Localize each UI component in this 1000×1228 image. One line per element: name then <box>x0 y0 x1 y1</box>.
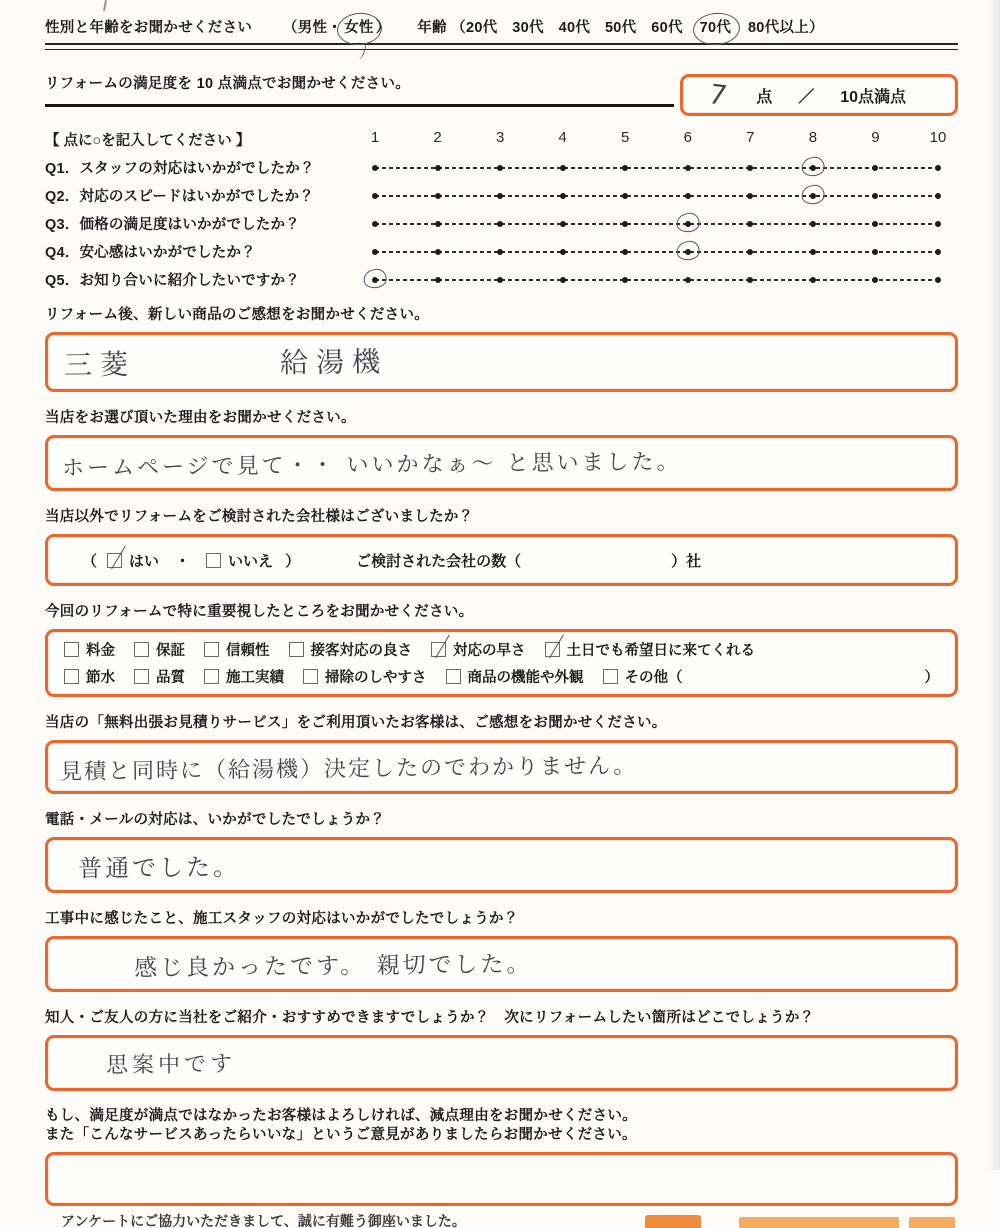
scale-question-label: Q3．価格の満足度はいかがでしたか？ <box>45 217 300 233</box>
age-selected-circle <box>698 16 734 40</box>
scale-dot-10[interactable] <box>935 277 941 283</box>
scale-dot-6[interactable] <box>685 193 691 199</box>
gender-prefix: （男性・ <box>282 20 343 36</box>
heading-line-1: もし、満足度が満点ではなかったお客様はよろしければ、減点理由をお聞かせください。 <box>45 1108 637 1124</box>
scale-dot-7[interactable] <box>747 221 753 227</box>
scale-dot-7[interactable] <box>747 249 753 255</box>
handwritten-circle-mark <box>675 211 701 234</box>
scale-dot-1[interactable] <box>372 165 378 171</box>
section-heading-estimate-service: 当店の「無料出張お見積りサービス」をご利用頂いたお客様は、ご感想をお聞かせください。 <box>45 715 667 731</box>
answer-box-deduction-reason[interactable] <box>45 1152 958 1206</box>
scale-dot-5[interactable] <box>622 193 628 199</box>
scale-track <box>375 158 938 178</box>
scan-edge-shadow <box>986 0 1000 1170</box>
scale-tick: 4 <box>558 129 567 146</box>
handwritten-circle-mark <box>800 183 826 206</box>
header-divider <box>45 43 958 50</box>
company-count-suffix: ）社 <box>671 552 702 570</box>
scale-dot-9[interactable] <box>872 165 878 171</box>
priority-option-unchecked <box>289 639 413 660</box>
gender-selected-circle <box>342 16 376 40</box>
priority-checkbox[interactable] <box>64 669 79 684</box>
priority-label: 土日でも希望日に来てくれる <box>566 643 755 659</box>
scale-dot-7[interactable] <box>747 277 753 283</box>
priority-option-unchecked <box>303 666 427 687</box>
answer-box-reason[interactable] <box>45 435 958 491</box>
scale-dashed-line <box>375 251 938 253</box>
satisfaction-label-underline <box>45 72 674 107</box>
section-heading-phone-mail: 電話・メールの対応は、いかがでしたでしょうか？ <box>45 812 386 828</box>
scale-question-row <box>45 242 958 261</box>
scale-question-row <box>45 158 958 177</box>
scale-dot-9[interactable] <box>872 277 878 283</box>
scale-dot-2[interactable] <box>435 277 441 283</box>
handwritten-answer: 三菱 給湯機 <box>63 345 389 382</box>
scale-question-row <box>45 186 958 205</box>
satisfaction-score-box[interactable] <box>680 74 958 116</box>
scale-tick: 9 <box>871 129 880 146</box>
scale-dot-4[interactable] <box>560 277 566 283</box>
priority-checkbox[interactable] <box>446 669 461 684</box>
scale-dot-8[interactable] <box>810 221 816 227</box>
scale-dot-1[interactable] <box>372 221 378 227</box>
other-companies-options <box>48 550 701 571</box>
handwritten-answer: ホームページで見て・・ いいかなぁ〜 と思いました。 <box>61 449 682 481</box>
handwritten-answer: 思案中です <box>105 1051 237 1078</box>
scale-track <box>375 214 938 234</box>
age-suffix: 80代以上） <box>733 20 824 36</box>
scale-dashed-line <box>375 279 938 281</box>
age-prefix: （20代 30代 40代 50代 60代 <box>451 20 698 36</box>
section-heading-other-companies: 当店以外でリフォームをご検討された会社様はございましたか？ <box>45 509 474 525</box>
paren-close: ） <box>285 552 301 570</box>
priority-option-unchecked <box>64 639 115 660</box>
priority-option-unchecked <box>134 639 185 660</box>
priority-checkbox[interactable] <box>134 669 149 684</box>
scale-track <box>375 186 938 206</box>
section-heading-recommend-next: 知人・ご友人の方に当社をご紹介・おすすめできますでしょうか？ 次にリフォームしたい箇所はどこでしょうか？ <box>45 1010 815 1026</box>
priority-checkbox[interactable] <box>545 642 560 657</box>
age-label: 年齢 <box>417 20 447 36</box>
handwritten-check <box>111 545 126 569</box>
section-heading-reason: 当店をお選び頂いた理由をお聞かせください。 <box>45 410 356 426</box>
section-heading-priorities: 今回のリフォームで特に重要視したところをお聞かせください。 <box>45 604 474 620</box>
scale-tick-row <box>370 129 947 149</box>
scale-dot-10[interactable] <box>935 249 941 255</box>
scale-dot-7[interactable] <box>747 193 753 199</box>
other-close-paren: ） <box>924 670 939 686</box>
thanks-text: アンケートにご協力いただきまして、誠に有難う御座いました。 <box>61 1213 466 1228</box>
handwritten-answer: 見積と同時に（給湯機）決定したのでわかりません。 <box>59 753 638 785</box>
gender-suffix: ） <box>375 20 391 36</box>
scale-question-rows <box>45 158 958 289</box>
priority-label: 品質 <box>156 670 185 686</box>
priority-label: 保証 <box>156 643 185 659</box>
scale-dot-9[interactable] <box>872 193 878 199</box>
handwritten-circle-mark <box>675 239 701 262</box>
answer-box-other-companies <box>45 534 958 586</box>
scale-track <box>375 270 938 290</box>
priority-label: 信頼性 <box>226 643 270 659</box>
yes-checkbox[interactable] <box>107 553 122 568</box>
priority-option-unchecked <box>204 639 270 660</box>
paren-open: （ <box>82 552 98 570</box>
answer-box-estimate-service[interactable] <box>45 740 958 794</box>
handwritten-circle-mark <box>800 155 826 178</box>
gender-age-label: 性別と年齢をお聞かせください <box>45 20 253 36</box>
section-heading-deduction-reason <box>45 1107 958 1145</box>
scale-tick: 6 <box>683 129 692 146</box>
gender-option-female[interactable]: 女性 <box>344 20 374 36</box>
priority-checkbox[interactable] <box>431 642 446 657</box>
priority-option-unchecked <box>446 666 584 687</box>
scale-dot-2[interactable] <box>435 193 441 199</box>
priority-checkbox[interactable] <box>289 642 304 657</box>
scale-dot-4[interactable] <box>560 165 566 171</box>
handwritten-answer: 感じ良かったです。 親切でした。 <box>133 950 533 982</box>
priority-option-checked <box>545 639 756 660</box>
scale-dot-4[interactable] <box>560 249 566 255</box>
priority-label: 掃除のしやすさ <box>325 670 427 686</box>
footer-brand-text <box>739 1217 899 1228</box>
answer-box-product-impression[interactable] <box>45 332 958 392</box>
scale-dot-1[interactable] <box>372 249 378 255</box>
gender-age-row <box>45 16 958 40</box>
priority-checkbox[interactable] <box>204 642 219 657</box>
option-separator: ・ <box>175 552 191 570</box>
scale-question-row <box>45 214 958 233</box>
scale-dot-5[interactable] <box>622 221 628 227</box>
handwritten-answer: 普通でした。 <box>77 852 241 883</box>
scale-tick: 2 <box>433 129 442 146</box>
score-separator: ／ <box>798 88 815 106</box>
answer-box-phone-mail[interactable] <box>45 837 958 893</box>
scale-dashed-line <box>375 167 938 169</box>
scale-dot-3[interactable] <box>497 165 503 171</box>
scale-track <box>375 242 938 262</box>
scale-instruction: 【 点に○を記入してください 】 <box>45 132 251 149</box>
scale-dot-8[interactable] <box>810 249 816 255</box>
scale-question-label: Q5．お知り合いに紹介したいですか？ <box>45 273 300 289</box>
priorities-row-1 <box>48 639 955 660</box>
priority-label: 接客対応の良さ <box>310 643 412 659</box>
scale-dot-6[interactable] <box>685 277 691 283</box>
section-heading-construction-staff: 工事中に感じたこと、施工スタッフの対応はいかがでしたでしょうか？ <box>45 911 519 927</box>
priority-option-unchecked <box>204 666 284 687</box>
priority-label: 料金 <box>86 643 115 659</box>
priority-label: 節水 <box>86 670 115 686</box>
priority-checkbox[interactable] <box>603 669 618 684</box>
priority-option-unchecked <box>603 666 683 687</box>
answer-box-recommend-next[interactable] <box>45 1035 958 1091</box>
scale-tick: 8 <box>808 129 818 146</box>
priority-checkbox[interactable] <box>134 642 149 657</box>
priority-checkbox[interactable] <box>64 642 79 657</box>
priority-checkbox[interactable] <box>204 669 219 684</box>
answer-box-priorities <box>45 629 958 697</box>
scale-dot-7[interactable] <box>747 165 753 171</box>
scale-dot-5[interactable] <box>622 165 628 171</box>
priority-option-unchecked <box>64 666 115 687</box>
scale-dot-2[interactable] <box>435 249 441 255</box>
scale-tick: 7 <box>746 129 755 146</box>
handwritten-check <box>549 635 564 659</box>
score-unit-label: 点 <box>756 88 773 106</box>
scale-dot-9[interactable] <box>872 249 878 255</box>
company-count-label: ご検討された会社の数（ <box>356 552 522 570</box>
scale-dot-2[interactable] <box>435 165 441 171</box>
section-heading-product-impression: リフォーム後、新しい商品のご感想をお聞かせください。 <box>45 307 430 323</box>
priority-checkbox[interactable] <box>303 669 318 684</box>
score-max-label: 10点満点 <box>840 88 907 106</box>
scale-tick: 5 <box>621 129 630 146</box>
scale-dot-10[interactable] <box>935 193 941 199</box>
satisfaction-row <box>45 72 958 112</box>
scale-dot-5[interactable] <box>622 277 628 283</box>
priorities-row-2 <box>48 666 955 687</box>
footer <box>45 1212 958 1228</box>
satisfaction-score-handwritten: 7 <box>705 78 730 112</box>
survey-form <box>45 0 958 1228</box>
yes-label: はい <box>129 552 160 570</box>
scale-dot-4[interactable] <box>560 221 566 227</box>
scale-dot-5[interactable] <box>622 249 628 255</box>
scale-dot-3[interactable] <box>497 249 503 255</box>
scale-dot-9[interactable] <box>872 221 878 227</box>
footer-logo-mark <box>645 1215 701 1228</box>
scale-dashed-line <box>375 223 938 225</box>
scale-dot-1[interactable] <box>372 193 378 199</box>
scale-dot-3[interactable] <box>497 221 503 227</box>
scale-dot-10[interactable] <box>935 165 941 171</box>
priority-option-checked <box>431 639 526 660</box>
scale-dot-3[interactable] <box>497 193 503 199</box>
scale-dot-8[interactable] <box>810 277 816 283</box>
satisfaction-label: リフォームの満足度を 10 点満点でお聞かせください。 <box>45 76 411 92</box>
scale-tick: 1 <box>370 129 380 146</box>
no-checkbox[interactable] <box>206 553 221 568</box>
age-option-70s[interactable]: 70代 <box>699 20 732 36</box>
scale-dot-10[interactable] <box>935 221 941 227</box>
scale-question-label: Q4．安心感はいかがでしたか？ <box>45 245 256 261</box>
scale-dashed-line <box>375 195 938 197</box>
priority-label: その他（ <box>624 670 683 686</box>
scale-dot-2[interactable] <box>435 221 441 227</box>
no-label: いいえ <box>228 552 274 570</box>
priority-label: 対応の早さ <box>453 643 526 659</box>
answer-box-construction-staff[interactable] <box>45 936 958 992</box>
handwritten-check <box>435 635 450 659</box>
scale-dot-6[interactable] <box>685 165 691 171</box>
scale-dot-3[interactable] <box>497 277 503 283</box>
scale-tick: 3 <box>495 129 505 146</box>
priority-option-unchecked <box>134 666 185 687</box>
scale-question-row <box>45 270 958 289</box>
priority-label: 商品の機能や外観 <box>467 670 584 686</box>
priority-label: 施工実績 <box>226 670 284 686</box>
scale-question-label: Q1．スタッフの対応はいかがでしたか？ <box>45 161 315 177</box>
rating-scale <box>45 129 958 289</box>
scale-dot-4[interactable] <box>560 193 566 199</box>
scale-tick: 10 <box>929 129 947 146</box>
footer-brand-text <box>909 1217 955 1228</box>
heading-line-2: また「こんなサービスあったらいいな」というご意見がありましたらお聞かせください。 <box>45 1127 637 1143</box>
scale-question-label: Q2．対応のスピードはいかがでしたか？ <box>45 189 315 205</box>
